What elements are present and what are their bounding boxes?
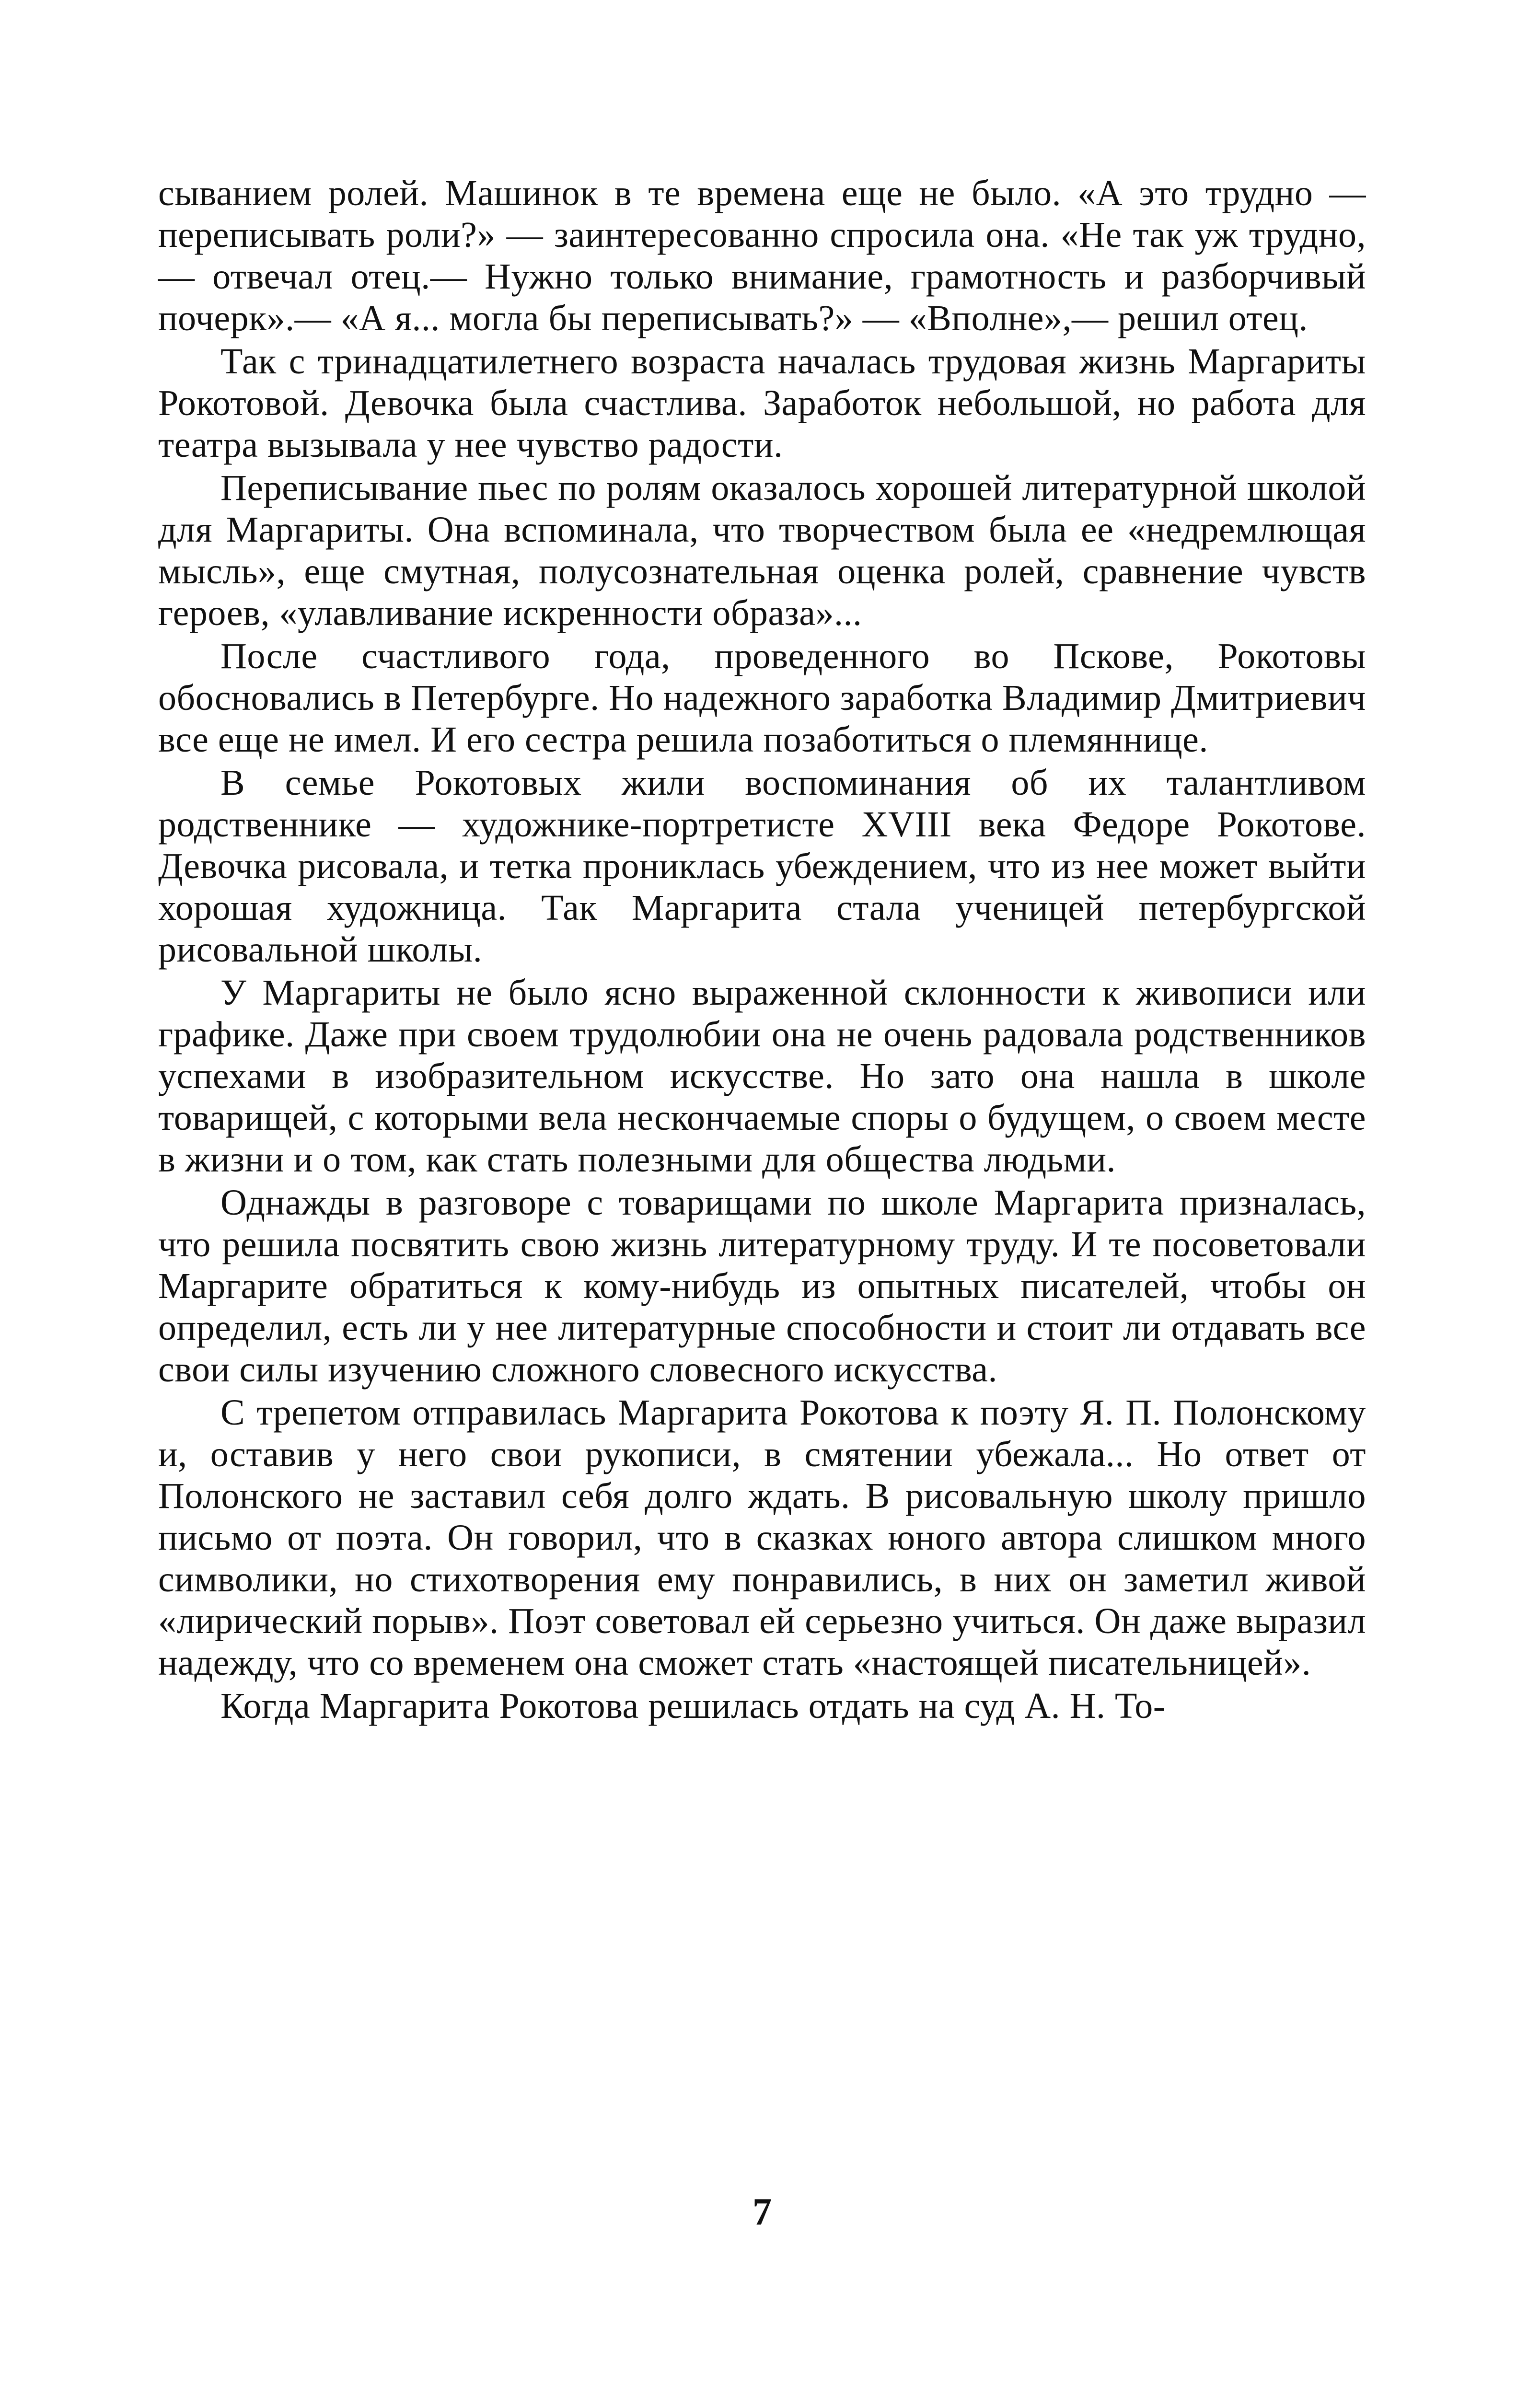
paragraph-7: Однажды в разговоре с товарищами по школе Маргарита призналась, что решила посвятить свою жизнь литературному труду. И те посоветовали Маргарите обратиться к кому-нибудь из опытных писателей, чтобы он определил, есть ли у нее литературные способности и стоит ли отдавать все свои силы изучению сложного словесного искусства. <box>158 1182 1366 1390</box>
paragraph-2: Так с тринадцатилетнего возраста началась трудовая жизнь Маргариты Рокотовой. Девочка была счастлива. Заработок небольшой, но работа для театра вызывала у нее чувство радости. <box>158 341 1366 465</box>
paragraph-8: С трепетом отправилась Маргарита Рокотова к поэту Я. П. Полонскому и, оставив у него свои рукописи, в смятении убежала... Но ответ от Полонского не заставил себя долго ждать. В рисовальную школу пришло письмо от поэта. Он говорил, что в сказках юного автора слишком много символики, но стихотворения ему понравились, в них он заметил живой «лирический порыв». Поэт советовал ей серьезно учиться. Он даже выразил надежду, что со временем она сможет стать «настоящей писательницей». <box>158 1392 1366 1683</box>
paragraph-9: Когда Маргарита Рокотова решилась отдать на суд А. Н. То- <box>220 1686 1166 1726</box>
paragraph-6: У Маргариты не было ясно выраженной склонности к живописи или графике. Даже при своем трудолюбии она не очень радовала родственников успехами в изобразительном искусстве. Но зато она нашла в школе товарищей, с которыми вела нескончаемые споры о будущем, о своем месте в жизни и о том, как стать полезными для общества людьми. <box>158 973 1366 1180</box>
book-page <box>158 173 1366 2234</box>
paragraph-4: После счастливого года, проведенного во Пскове, Рокотовы обосновались в Петербурге. Но надежного заработка Владимир Дмитриевич все еще не имел. И его сестра решила позаботиться о племяннице. <box>158 636 1366 760</box>
paragraph-3: Переписывание пьес по ролям оказалось хорошей литературной школой для Маргариты. Она вспоминала, что творчеством была ее «недремлющая мысль», еще смутная, полусознательная оценка ролей, сравнение чувств героев, «улавливание искренности образа»... <box>158 468 1366 633</box>
page-number: 7 <box>753 2191 772 2233</box>
body-text <box>158 173 1366 1727</box>
paragraph-5: В семье Рокотовых жили воспоминания об их талантливом родственнике — художнике-портретисте XVIII века Федоре Рокотове. Девочка рисовала, и тетка прониклась убеждением, что из нее может выйти хорошая художница. Так Маргарита стала ученицей петербургской рисовальной школы. <box>158 763 1366 970</box>
paragraph-1: сыванием ролей. Машинок в те времена еще не было. «А это трудно — переписывать роли?» — заинтересованно спросила она. «Не так уж трудно,— отвечал отец.— Нужно только внимание, грамотность и разборчивый почерк».— «А я... могла бы переписывать?» — «Вполне»,— решил отец. <box>158 173 1366 338</box>
